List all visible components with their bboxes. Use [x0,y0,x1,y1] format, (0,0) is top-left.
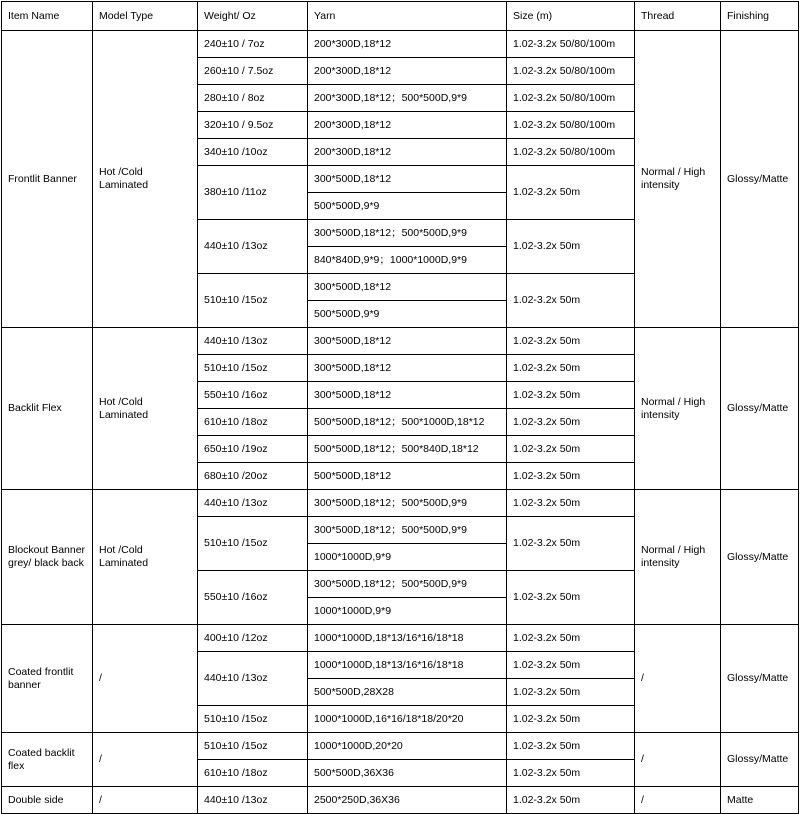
column-header-thread: Thread [635,2,721,31]
cell-yarn: 200*300D,18*12 [308,31,507,58]
cell-size: 1.02-3.2x 50m [507,706,635,733]
cell-size: 1.02-3.2x 50m [507,409,635,436]
cell-finishing: Glossy/Matte [721,625,799,733]
cell-finishing: Matte [721,787,799,814]
column-header-size: Size (m) [507,2,635,31]
cell-item-name: Backlit Flex [2,328,93,490]
cell-yarn: 300*500D,18*12 [308,166,507,193]
cell-weight: 440±10 /13oz [198,787,308,814]
cell-size: 1.02-3.2x 50/80/100m [507,139,635,166]
cell-size: 1.02-3.2x 50/80/100m [507,85,635,112]
cell-yarn: 2500*250D,36X36 [308,787,507,814]
cell-size: 1.02-3.2x 50/80/100m [507,58,635,85]
cell-model-type: / [93,733,198,787]
specification-table [1,1,799,814]
cell-weight: 440±10 /13oz [198,652,308,706]
cell-finishing: Glossy/Matte [721,328,799,490]
cell-yarn: 300*500D,18*12；500*500D,9*9 [308,490,507,517]
cell-size: 1.02-3.2x 50m [507,274,635,328]
table-row [2,625,799,652]
cell-yarn: 200*300D,18*12 [308,139,507,166]
cell-item-name: Double side [2,787,93,814]
cell-weight: 340±10 /10oz [198,139,308,166]
cell-size: 1.02-3.2x 50m [507,652,635,679]
cell-size: 1.02-3.2x 50m [507,355,635,382]
cell-finishing: Glossy/Matte [721,31,799,328]
cell-weight: 610±10 /18oz [198,409,308,436]
cell-weight: 440±10 /13oz [198,490,308,517]
cell-weight: 510±10 /15oz [198,733,308,760]
cell-size: 1.02-3.2x 50m [507,787,635,814]
cell-weight: 510±10 /15oz [198,517,308,571]
cell-weight: 400±10 /12oz [198,625,308,652]
cell-model-type: Hot /Cold Laminated [93,328,198,490]
cell-weight: 280±10 / 8oz [198,85,308,112]
cell-model-type: / [93,625,198,733]
table-header-row [2,2,799,31]
cell-yarn: 300*500D,18*12 [308,274,507,301]
cell-size: 1.02-3.2x 50m [507,733,635,760]
cell-weight: 680±10 /20oz [198,463,308,490]
cell-yarn: 300*500D,18*12；500*500D,9*9 [308,220,507,247]
cell-yarn: 300*500D,18*12；500*500D,9*9 [308,517,507,544]
column-header-item-name: Item Name [2,2,93,31]
cell-thread: / [635,787,721,814]
table-row [2,328,799,355]
cell-thread: Normal / High intensity [635,31,721,328]
cell-yarn: 500*500D,18*12 [308,463,507,490]
table-body [2,31,799,814]
cell-model-type: Hot /Cold Laminated [93,31,198,328]
cell-weight: 650±10 /19oz [198,436,308,463]
cell-yarn: 840*840D,9*9；1000*1000D,9*9 [308,247,507,274]
table-header [2,2,799,31]
cell-size: 1.02-3.2x 50m [507,490,635,517]
cell-weight: 510±10 /15oz [198,355,308,382]
cell-weight: 240±10 / 7oz [198,31,308,58]
column-header-weight: Weight/ Oz [198,2,308,31]
cell-item-name: Coated frontlit banner [2,625,93,733]
cell-weight: 550±10 /16oz [198,382,308,409]
cell-size: 1.02-3.2x 50m [507,760,635,787]
cell-item-name: Frontlit Banner [2,31,93,328]
cell-weight: 510±10 /15oz [198,706,308,733]
cell-size: 1.02-3.2x 50/80/100m [507,112,635,139]
cell-yarn: 500*500D,18*12；500*1000D,18*12 [308,409,507,436]
column-header-model-type: Model Type [93,2,198,31]
cell-yarn: 300*500D,18*12 [308,382,507,409]
cell-size: 1.02-3.2x 50m [507,517,635,571]
cell-size: 1.02-3.2x 50m [507,220,635,274]
cell-weight: 260±10 / 7.5oz [198,58,308,85]
cell-yarn: 1000*1000D,16*16/18*18/20*20 [308,706,507,733]
cell-item-name: Blockout Banner grey/ black back [2,490,93,625]
cell-yarn: 500*500D,9*9 [308,301,507,328]
cell-weight: 610±10 /18oz [198,760,308,787]
cell-weight: 510±10 /15oz [198,274,308,328]
cell-finishing: Glossy/Matte [721,733,799,787]
cell-item-name: Coated backlit flex [2,733,93,787]
cell-yarn: 300*500D,18*12 [308,355,507,382]
column-header-finishing: Finishing [721,2,799,31]
cell-yarn: 200*300D,18*12 [308,112,507,139]
table-row [2,490,799,517]
cell-thread: / [635,733,721,787]
cell-size: 1.02-3.2x 50m [507,436,635,463]
cell-size: 1.02-3.2x 50/80/100m [507,31,635,58]
cell-yarn: 500*500D,28X28 [308,679,507,706]
table-row [2,31,799,58]
cell-yarn: 500*500D,18*12；500*840D,18*12 [308,436,507,463]
cell-thread: Normal / High intensity [635,328,721,490]
cell-yarn: 300*500D,18*12 [308,328,507,355]
cell-yarn: 200*300D,18*12；500*500D,9*9 [308,85,507,112]
table-row [2,733,799,760]
cell-size: 1.02-3.2x 50m [507,382,635,409]
cell-yarn: 1000*1000D,18*13/16*16/18*18 [308,652,507,679]
cell-size: 1.02-3.2x 50m [507,571,635,625]
cell-yarn: 500*500D,36X36 [308,760,507,787]
cell-size: 1.02-3.2x 50m [507,328,635,355]
cell-model-type: / [93,787,198,814]
cell-weight: 550±10 /16oz [198,571,308,625]
column-header-yarn: Yarn [308,2,507,31]
cell-yarn: 1000*1000D,20*20 [308,733,507,760]
cell-size: 1.02-3.2x 50m [507,679,635,706]
cell-yarn: 1000*1000D,18*13/16*16/18*18 [308,625,507,652]
cell-weight: 380±10 /11oz [198,166,308,220]
cell-finishing: Glossy/Matte [721,490,799,625]
cell-yarn: 300*500D,18*12；500*500D,9*9 [308,571,507,598]
cell-yarn: 500*500D,9*9 [308,193,507,220]
cell-size: 1.02-3.2x 50m [507,166,635,220]
cell-yarn: 1000*1000D,9*9 [308,598,507,625]
cell-yarn: 1000*1000D,9*9 [308,544,507,571]
table-row [2,787,799,814]
cell-model-type: Hot /Cold Laminated [93,490,198,625]
cell-weight: 440±10 /13oz [198,328,308,355]
cell-size: 1.02-3.2x 50m [507,463,635,490]
cell-size: 1.02-3.2x 50m [507,625,635,652]
cell-weight: 320±10 / 9.5oz [198,112,308,139]
spec-sheet [0,1,800,806]
cell-thread: / [635,625,721,733]
cell-thread: Normal / High intensity [635,490,721,625]
cell-yarn: 200*300D,18*12 [308,58,507,85]
cell-weight: 440±10 /13oz [198,220,308,274]
